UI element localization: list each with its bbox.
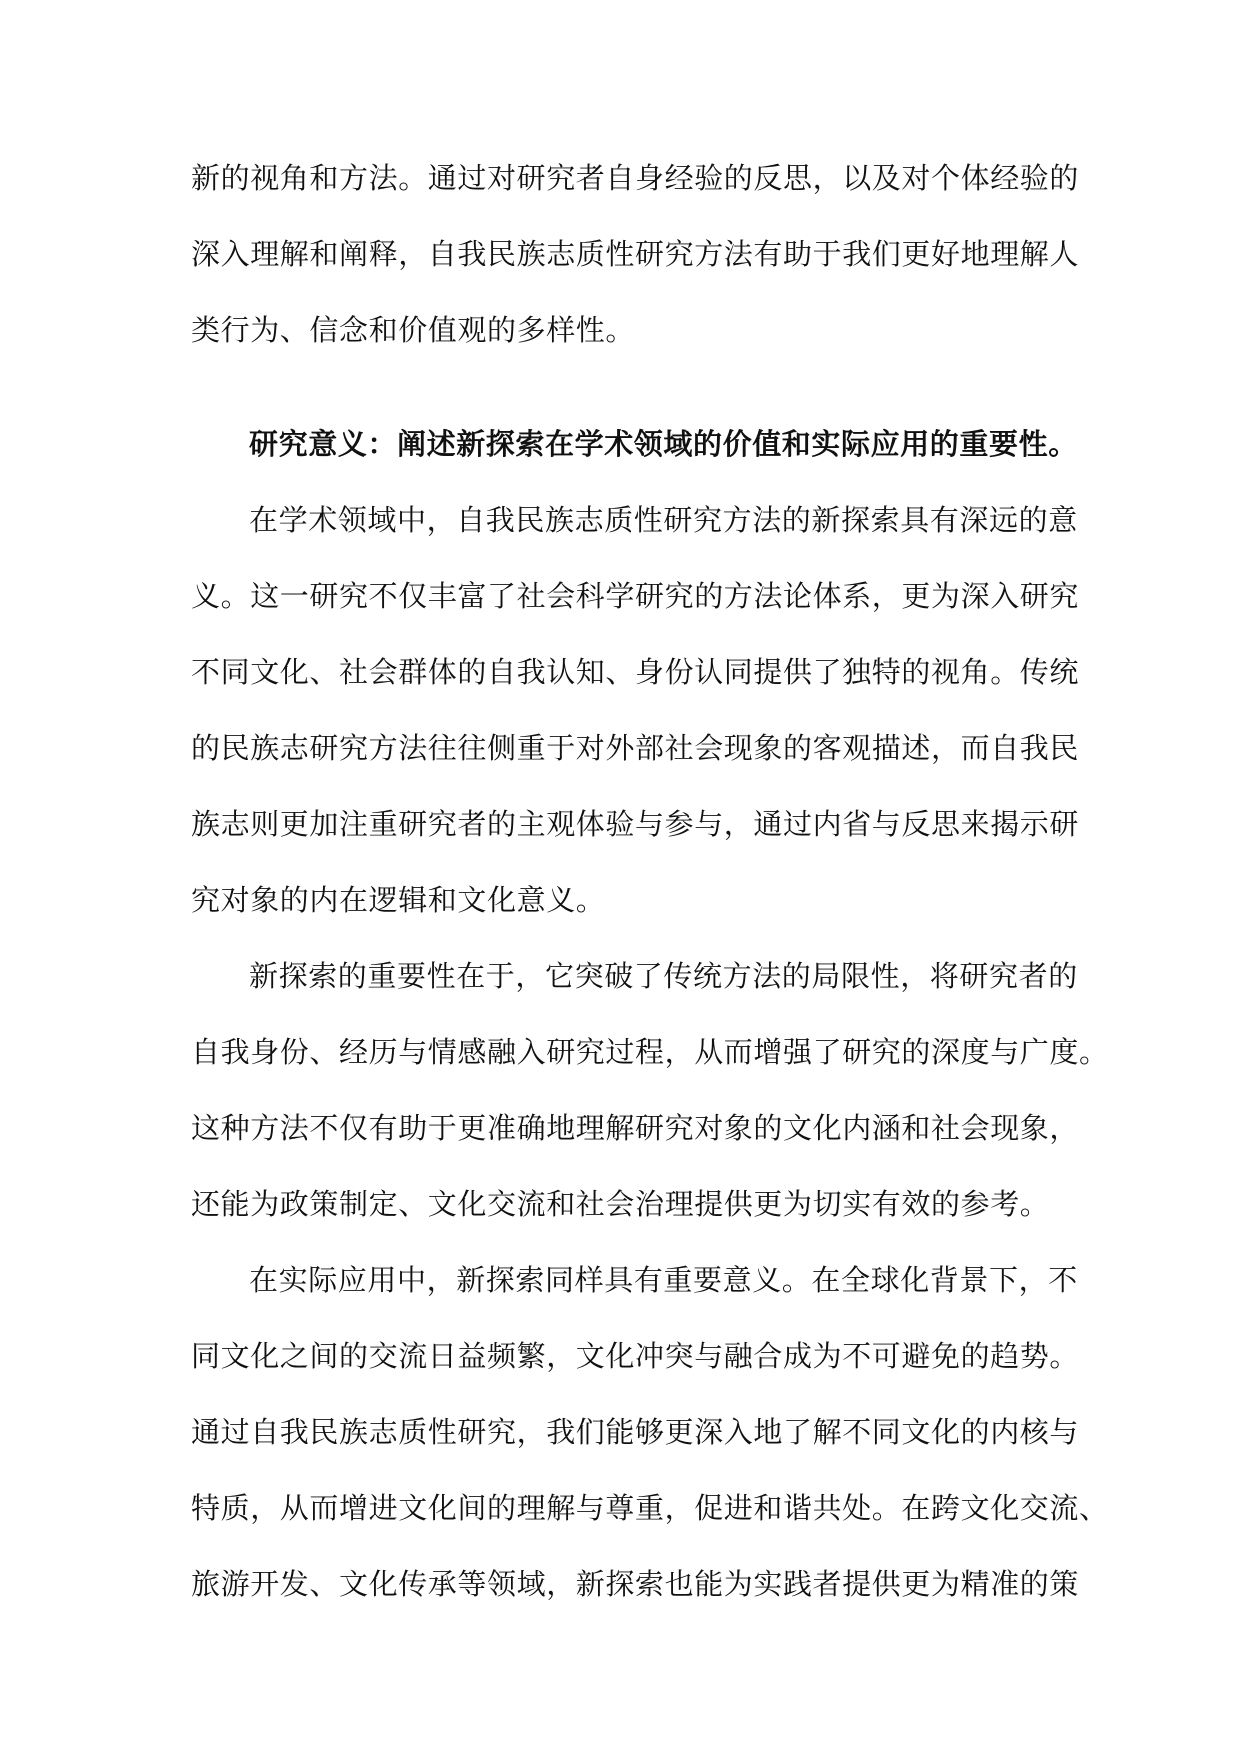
text-line: 特质，从而增进文化间的理解与尊重，促进和谐共处。在跨文化交流、 [191, 1491, 1109, 1525]
text-line: 族志则更加注重研究者的主观体验与参与，通过内省与反思来揭示研 [191, 807, 1080, 841]
text-line: 新的视角和方法。通过对研究者自身经验的反思，以及对个体经验的 [191, 161, 1080, 195]
text-line: 类行为、信念和价值观的多样性。 [191, 313, 636, 347]
text-line: 深入理解和阐释，自我民族志质性研究方法有助于我们更好地理解人 [191, 237, 1080, 271]
text-line: 不同文化、社会群体的自我认知、身份认同提供了独特的视角。传统 [191, 655, 1080, 689]
paragraph-continuation [191, 140, 1080, 368]
paragraph [191, 1242, 1109, 1622]
text-line: 旅游开发、文化传承等领域，新探索也能为实践者提供更为精准的策 [191, 1567, 1080, 1601]
page-body [191, 140, 1109, 1622]
text-line: 的民族志研究方法往往侧重于对外部社会现象的客观描述，而自我民 [191, 731, 1080, 765]
text-line: 通过自我民族志质性研究，我们能够更深入地了解不同文化的内核与 [191, 1415, 1080, 1449]
text-line: 还能为政策制定、文化交流和社会治理提供更为切实有效的参考。 [191, 1187, 1050, 1221]
paragraph [191, 938, 1109, 1242]
text-line: 同文化之间的交流日益频繁，文化冲突与融合成为不可避免的趋势。 [191, 1339, 1080, 1373]
paragraph [191, 482, 1080, 938]
text-line: 这种方法不仅有助于更准确地理解研究对象的文化内涵和社会现象， [191, 1111, 1080, 1145]
text-line: 在学术领域中，自我民族志质性研究方法的新探索具有深远的意 [249, 503, 1078, 537]
text-line: 在实际应用中，新探索同样具有重要意义。在全球化背景下，不 [249, 1263, 1078, 1297]
text-line: 究对象的内在逻辑和文化意义。 [191, 883, 606, 917]
spacer [191, 368, 1051, 406]
text-line: 新探索的重要性在于，它突破了传统方法的局限性，将研究者的 [249, 959, 1078, 993]
text-line: 自我身份、经历与情感融入研究过程，从而增强了研究的深度与广度。 [191, 1035, 1109, 1069]
section-heading: 研究意义：阐述新探索在学术领域的价值和实际应用的重要性。 [249, 427, 1078, 461]
text-line: 义。这一研究不仅丰富了社会科学研究的方法论体系，更为深入研究 [191, 579, 1080, 613]
